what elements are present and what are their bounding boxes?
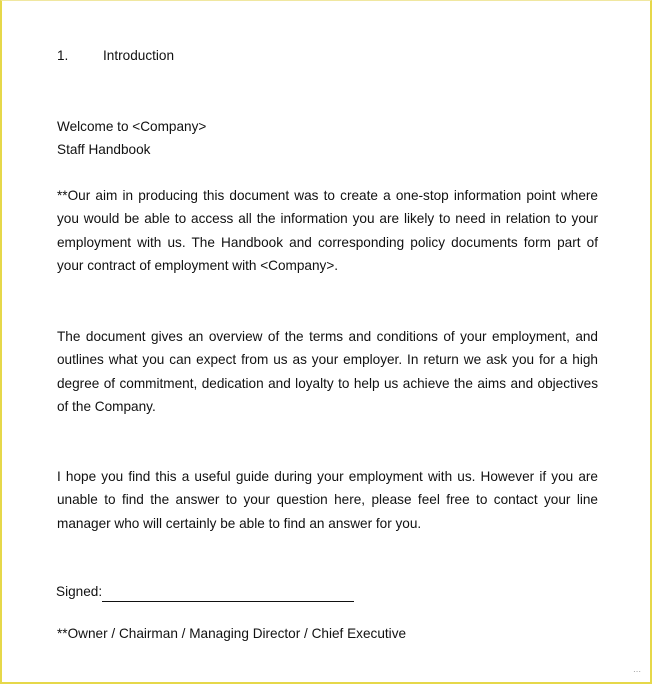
- paragraph-text: I hope you find this a useful guide during your employment with us. However if you are unable to find the answer to your question here, please feel free to contact your line manager who will certainly be able to find an answer for you.: [57, 469, 598, 531]
- corner-dots-mark: ⋯: [633, 667, 642, 676]
- section-heading: [57, 47, 357, 65]
- paragraph-text: The document gives an overview of the terms and conditions of your employment, and outlines what you can expect from us as your employer. In return we ask you for a high degree of commitment, dedication and loyalty to help us achieve the aims and objectives of the Company.: [57, 329, 598, 414]
- paragraph-overview: [57, 325, 598, 418]
- paragraph-guide: [57, 465, 598, 535]
- signatory-roles: **Owner / Chairman / Managing Director / Chief Executive: [57, 626, 407, 641]
- welcome-line: Welcome to <Company>: [57, 119, 207, 134]
- section-title: Introduction: [103, 48, 175, 63]
- signature-row: [56, 582, 376, 602]
- paragraph-purpose: [57, 184, 598, 277]
- signed-label: Signed:: [56, 584, 103, 599]
- welcome-block: [57, 115, 598, 162]
- section-number: 1.: [57, 48, 69, 63]
- paragraph-text: **Our aim in producing this document was to create a one-stop information point where you would be able to access all the information you are likely to need in relation to your employment with us. The Handbook and corresponding policy documents form part of your contract of employment with <Company>.: [57, 188, 598, 273]
- signature-line: [102, 586, 354, 602]
- handbook-line: Staff Handbook: [57, 142, 151, 158]
